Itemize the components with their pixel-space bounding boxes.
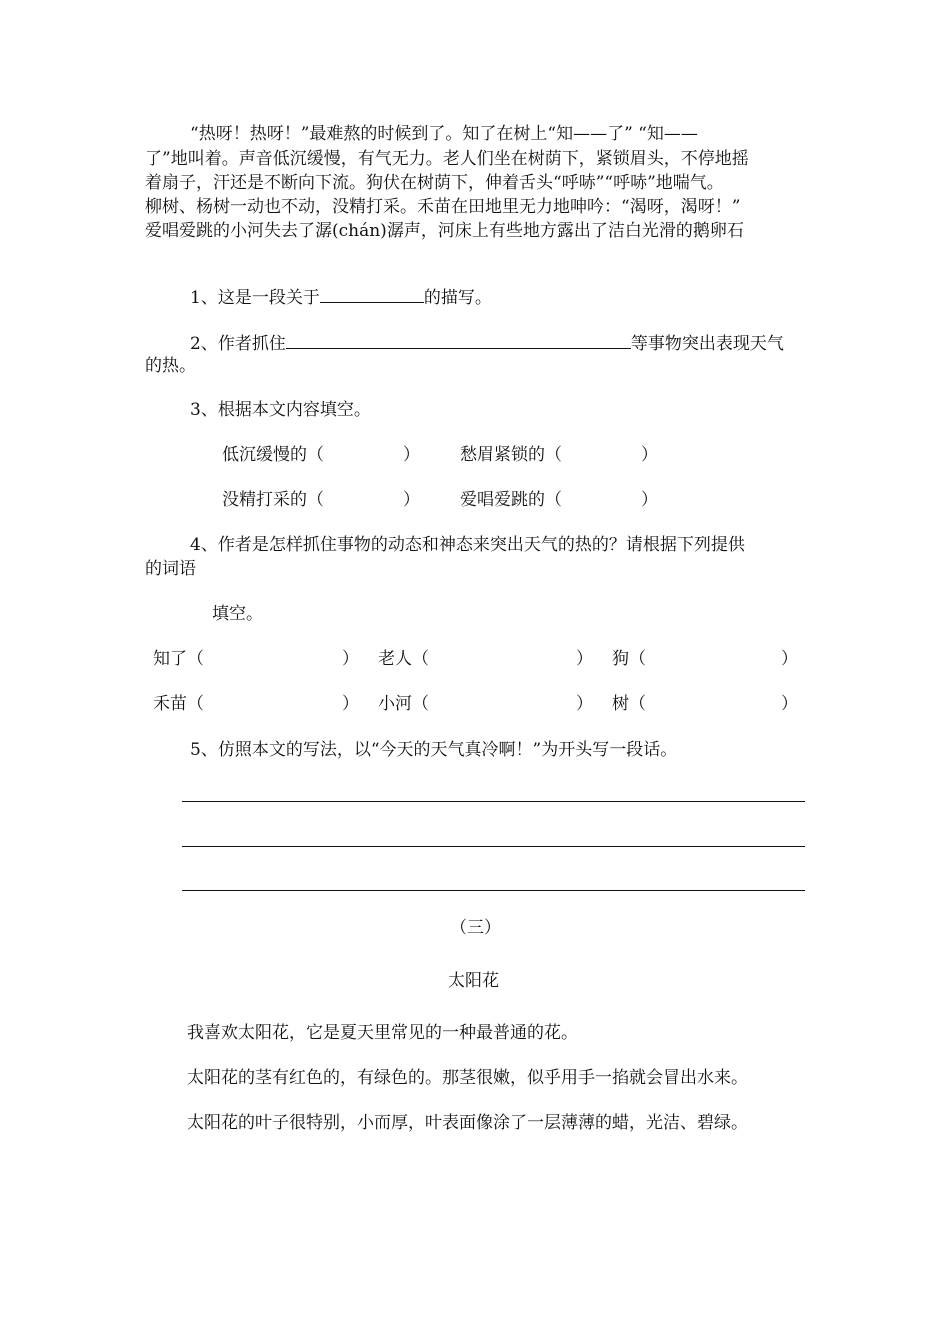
fill-item: 低沉缓慢的（: [222, 445, 324, 465]
fill-item-close: ）: [576, 649, 593, 669]
passage-line: “热呀！热呀！”最难熬的时候到了。知了在树上“知——了” “知——: [190, 124, 698, 144]
section-number: （三）: [450, 918, 501, 938]
fill-item-close: ）: [342, 694, 359, 714]
fill-item-close: ）: [403, 445, 420, 465]
fill-item-close: ）: [403, 490, 420, 510]
section-paragraph: 我喜欢太阳花，它是夏天里常见的一种最普通的花。: [187, 1023, 578, 1043]
fill-item: 小河（: [378, 694, 429, 714]
question-2-continued: 的热。: [145, 356, 196, 376]
writing-line[interactable]: [182, 890, 805, 891]
fill-item-close: ）: [641, 445, 658, 465]
question-2-suffix: 等事物突出表现天气: [630, 334, 784, 354]
fill-item-close: ）: [342, 649, 359, 669]
answer-blank-2[interactable]: [286, 330, 631, 349]
fill-item: 没精打采的（: [222, 490, 324, 510]
question-1-suffix: 的描写。: [423, 288, 492, 308]
question-4-line: 填空。: [212, 604, 263, 624]
fill-item: 爱唱爱跳的（: [460, 490, 562, 510]
question-4-line: 的词语: [145, 559, 196, 579]
question-2-prefix: 2、作者抓住: [190, 334, 286, 354]
section-paragraph: 太阳花的叶子很特别，小而厚，叶表面像涂了一层薄薄的蜡，光洁、碧绿。: [187, 1113, 748, 1133]
fill-item: 知了（: [153, 649, 204, 669]
question-4-line: 4、作者是怎样抓住事物的动态和神态来突出天气的热的？请根据下列提供: [190, 535, 745, 555]
question-1-prefix: 1、这是一段关于: [190, 288, 320, 308]
fill-item: 老人（: [378, 649, 429, 669]
fill-item: 禾苗（: [153, 694, 204, 714]
writing-line[interactable]: [182, 846, 805, 847]
fill-item: 树（: [612, 694, 646, 714]
passage-line: 了”地叫着。声音低沉缓慢，有气无力。老人们坐在树荫下，紧锁眉头，不停地摇: [145, 149, 749, 169]
writing-line[interactable]: [182, 801, 805, 802]
question-2: [190, 330, 784, 356]
fill-item-close: ）: [576, 694, 593, 714]
question-1: [190, 284, 492, 310]
section-title: 太阳花: [448, 971, 499, 991]
passage-line: 柳树、杨树一动也不动，没精打采。禾苗在田地里无力地呻吟：“渴呀，渴呀！”: [145, 197, 741, 217]
fill-item-close: ）: [641, 490, 658, 510]
answer-blank-1[interactable]: [320, 284, 424, 303]
fill-item: 愁眉紧锁的（: [460, 445, 562, 465]
section-paragraph: 太阳花的茎有红色的，有绿色的。那茎很嫩，似乎用手一掐就会冒出水来。: [187, 1068, 748, 1088]
question-5: 5、仿照本文的写法，以“今天的天气真冷啊！”为开头写一段话。: [190, 740, 678, 760]
question-3-title: 3、根据本文内容填空。: [190, 400, 371, 420]
passage-line: 着扇子，汗还是不断向下流。狗伏在树荫下，伸着舌头“呼哧”“呼哧”地喘气。: [145, 173, 724, 193]
fill-item: 狗（: [612, 649, 646, 669]
fill-item-close: ）: [781, 649, 798, 669]
passage-line: 爱唱爱跳的小河失去了潺(chán)潺声，河床上有些地方露出了洁白光滑的鹅卵石: [145, 221, 744, 241]
fill-item-close: ）: [781, 694, 798, 714]
